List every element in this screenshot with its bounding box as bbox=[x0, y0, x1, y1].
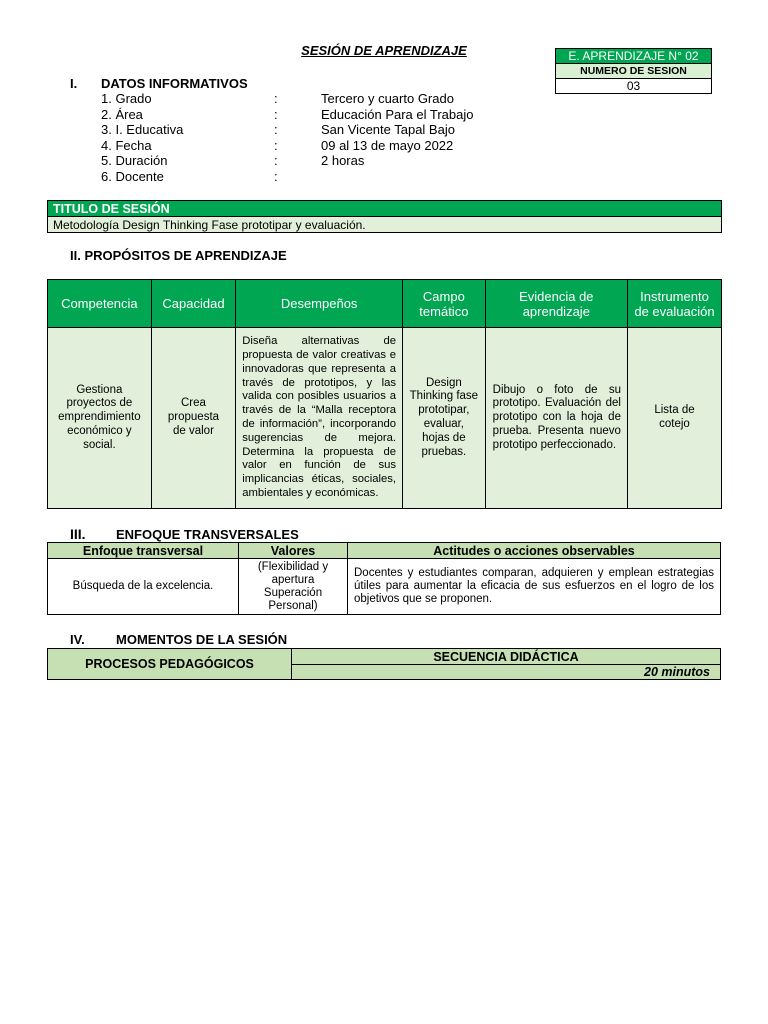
header-instrumento: Instrumento de evaluación bbox=[627, 280, 721, 328]
purposes-header-row bbox=[48, 280, 722, 328]
header-competencia: Competencia bbox=[48, 280, 152, 328]
transversal-header-row bbox=[48, 543, 721, 559]
section1-heading: DATOS INFORMATIVOS bbox=[101, 76, 248, 91]
cell-actitudes: Docentes y estudiantes comparan, adquieren y emplean estrategias útiles para aumentar la eficacia de sus esfuerzos en el logro de los objetivos que se proponen. bbox=[348, 559, 721, 615]
info-value: 09 al 13 de mayo 2022 bbox=[321, 137, 454, 153]
info-value: Educación Para el Trabajo bbox=[321, 106, 474, 122]
section4-number: IV. bbox=[70, 632, 85, 647]
header-valores: Valores bbox=[239, 543, 348, 559]
cell-valores: (Flexibilidad y apertura Superación Personal) bbox=[239, 559, 348, 615]
session-number-box bbox=[555, 48, 712, 94]
session-title-table bbox=[47, 200, 722, 233]
cell-capacidad: Crea propuesta de valor bbox=[151, 328, 235, 509]
cell-competencia: Gestiona proyectos de emprendimiento económico y social. bbox=[48, 328, 152, 509]
header-actitudes: Actitudes o acciones observables bbox=[348, 543, 721, 559]
info-row bbox=[0, 107, 768, 123]
section1-number: I. bbox=[70, 76, 78, 91]
section2-heading: II. PROPÓSITOS DE APRENDIZAJE bbox=[70, 248, 287, 263]
info-row bbox=[0, 169, 768, 185]
time-label: 20 minutos bbox=[292, 665, 721, 680]
purposes-table bbox=[47, 279, 722, 509]
cell-desempenos: Diseña alternativas de propuesta de valor creativas e innovadoras que representa a través de prototipos, y las valida con posibles usuarios a través de la “Malla receptora de información”, incorporando sugerencias de mejora. Determina la propuesta de valor en función de sus implicancias éticas, sociales, ambientales y económicas. bbox=[236, 328, 403, 509]
info-value: Tercero y cuarto Grado bbox=[321, 91, 454, 106]
page-title: SESIÓN DE APRENDIZAJE bbox=[301, 43, 467, 58]
section3-number: III. bbox=[70, 526, 86, 542]
info-separator: : bbox=[274, 91, 278, 106]
header-desempenos: Desempeños bbox=[236, 280, 403, 328]
learning-experience-label: E. APRENDIZAJE N° 02 bbox=[556, 49, 711, 64]
header-secuencia: SECUENCIA DIDÁCTICA bbox=[292, 649, 721, 665]
info-list bbox=[0, 91, 768, 184]
session-number-label: NUMERO DE SESION bbox=[556, 64, 711, 79]
section3-heading: ENFOQUE TRANSVERSALES bbox=[116, 527, 299, 542]
header-campo: Campo temático bbox=[403, 280, 486, 328]
cell-instrumento: Lista de cotejo bbox=[627, 328, 721, 509]
info-row bbox=[0, 138, 768, 154]
header-evidencia: Evidencia de aprendizaje bbox=[485, 280, 627, 328]
info-separator: : bbox=[274, 122, 278, 137]
info-separator: : bbox=[274, 137, 278, 153]
info-separator: : bbox=[274, 168, 278, 184]
info-row bbox=[0, 91, 768, 107]
moments-table bbox=[47, 648, 721, 680]
purposes-row bbox=[48, 328, 722, 509]
header-enfoque: Enfoque transversal bbox=[48, 543, 239, 559]
header-procesos: PROCESOS PEDAGÓGICOS bbox=[48, 649, 292, 680]
info-label: 4. Fecha bbox=[101, 137, 152, 153]
cell-evidencia: Dibujo o foto de su prototipo. Evaluación del prototipo con la hoja de prueba. Presenta nuevo prototipo perfeccionado. bbox=[485, 328, 627, 509]
cell-campo: Design Thinking fase prototipar, evaluar, hojas de pruebas. bbox=[403, 328, 486, 509]
info-row bbox=[0, 153, 768, 169]
info-label: 3. I. Educativa bbox=[101, 122, 184, 137]
info-separator: : bbox=[274, 153, 278, 168]
info-value: 2 horas bbox=[321, 153, 365, 168]
info-value: San Vicente Tapal Bajo bbox=[321, 122, 455, 137]
header-capacidad: Capacidad bbox=[151, 280, 235, 328]
info-label: 5. Duración bbox=[101, 153, 168, 168]
section4-heading: MOMENTOS DE LA SESIÓN bbox=[116, 632, 288, 647]
info-label: 2. Área bbox=[101, 106, 143, 122]
cell-enfoque: Búsqueda de la excelencia. bbox=[48, 559, 239, 615]
session-title-label: TITULO DE SESIÓN bbox=[48, 201, 722, 217]
transversal-table bbox=[47, 542, 721, 615]
transversal-row bbox=[48, 559, 721, 615]
info-row bbox=[0, 122, 768, 138]
info-label: 1. Grado bbox=[101, 91, 152, 106]
info-separator: : bbox=[274, 106, 278, 122]
info-label: 6. Docente bbox=[101, 168, 164, 184]
session-number-value: 03 bbox=[556, 79, 711, 93]
session-title-value: Metodología Design Thinking Fase prototipar y evaluación. bbox=[48, 217, 722, 233]
